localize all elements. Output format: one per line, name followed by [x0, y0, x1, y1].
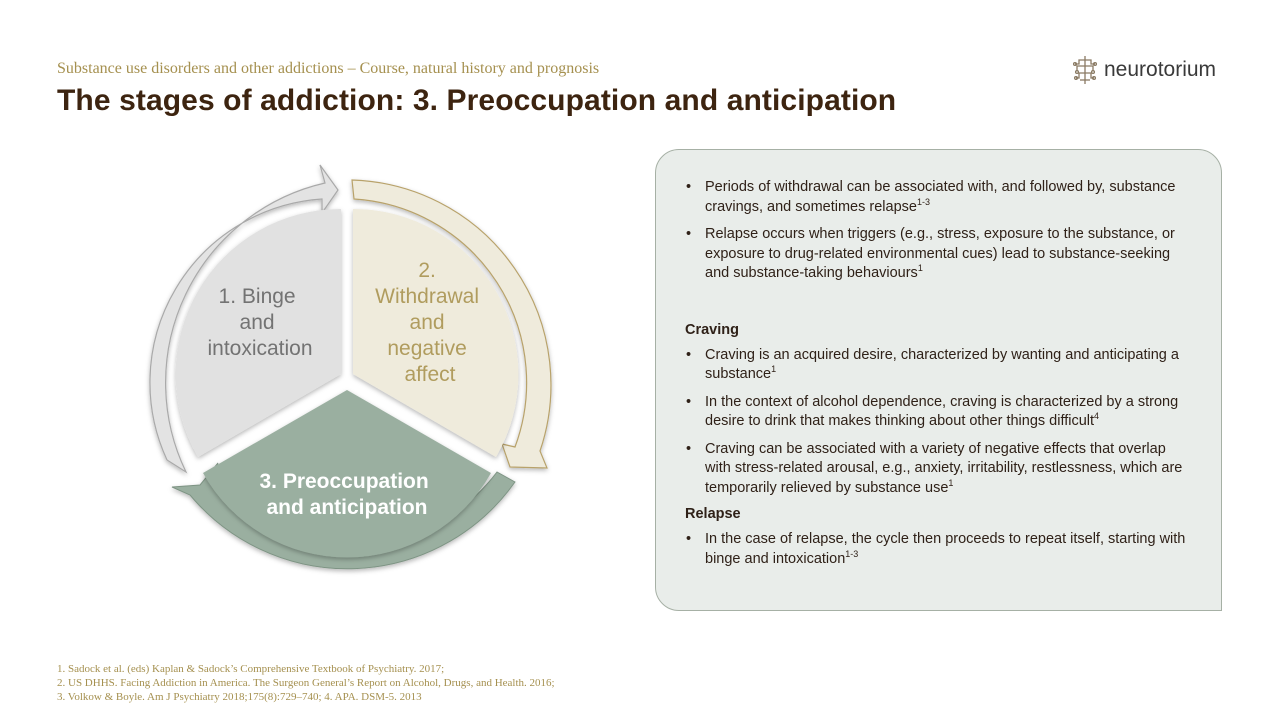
brain-icon [1072, 54, 1098, 86]
list-item: • Periods of withdrawal can be associated with, and followed by, substance cravings, and sometimes relapse$^{1-3}$ [685, 178, 1193, 217]
stage3-label-line2: and anticipation [266, 496, 428, 519]
list-item: • In the case of relapse, the cycle then proceeds to repeat itself, starting with binge and intoxication$^{1-3}$ [685, 530, 1193, 569]
stage2-label-line5: affect [404, 363, 456, 386]
addiction-cycle-diagram [130, 155, 560, 595]
stage3-label-line1: 3. Preoccupation [259, 470, 429, 493]
stage1-label-line3: intoxication [207, 337, 313, 360]
list-item: • Relapse occurs when triggers (e.g., stress, exposure to the substance, or exposure to drug-related environmental cues) lead to substance-seeking and substance-taking behaviours$^1$ [685, 225, 1193, 284]
relapse-heading: Relapse [685, 506, 741, 522]
info-panel [655, 149, 1222, 611]
slide-title: The stages of addiction: 3. Preoccupation and anticipation [57, 84, 897, 117]
stage2-label-line3: and [409, 311, 445, 334]
reference-item: 2. US DHHS. Facing Addiction in America. The Surgeon General’s Report on Alcohol, Drugs, and Health. 2016; [57, 677, 555, 689]
relapse-list [685, 530, 1193, 569]
references [57, 662, 555, 704]
stage1-label-line2: and [239, 311, 275, 334]
reference-item: 3. Volkow & Boyle. Am J Psychiatry 2018;175(8):729–740; 4. APA. DSM-5. 2013 [57, 691, 422, 703]
slide-subtitle: Substance use disorders and other addictions – Course, natural history and prognosis [57, 60, 600, 77]
logo-text: neurotorium [1104, 58, 1217, 81]
list-item: • Craving can be associated with a variety of negative effects that overlap with stress-related arousal, e.g., anxiety, irritability, restlessness, which are temporarily relieved by substance use$^1$ [685, 440, 1193, 499]
craving-list [685, 346, 1193, 499]
stage1-label-line1: 1. Binge [218, 285, 296, 308]
craving-heading: Craving [685, 321, 739, 338]
list-item: • Craving is an acquired desire, characterized by wanting and anticipating a substance$^1$ [685, 346, 1193, 385]
neurotorium-logo[interactable] [1072, 54, 1216, 86]
reference-item: 1. Sadock et al. (eds) Kaplan & Sadock’s Comprehensive Textbook of Psychiatry. 2017; [57, 663, 445, 675]
stage2-label-line1: 2. [418, 259, 436, 282]
intro-list [685, 178, 1193, 284]
stage2-label-line4: negative [387, 337, 467, 360]
list-item: • In the context of alcohol dependence, craving is characterized by a strong desire to drink that makes thinking about other things difficult$^4$ [685, 393, 1193, 432]
stage2-label-line2: Withdrawal [375, 285, 480, 308]
